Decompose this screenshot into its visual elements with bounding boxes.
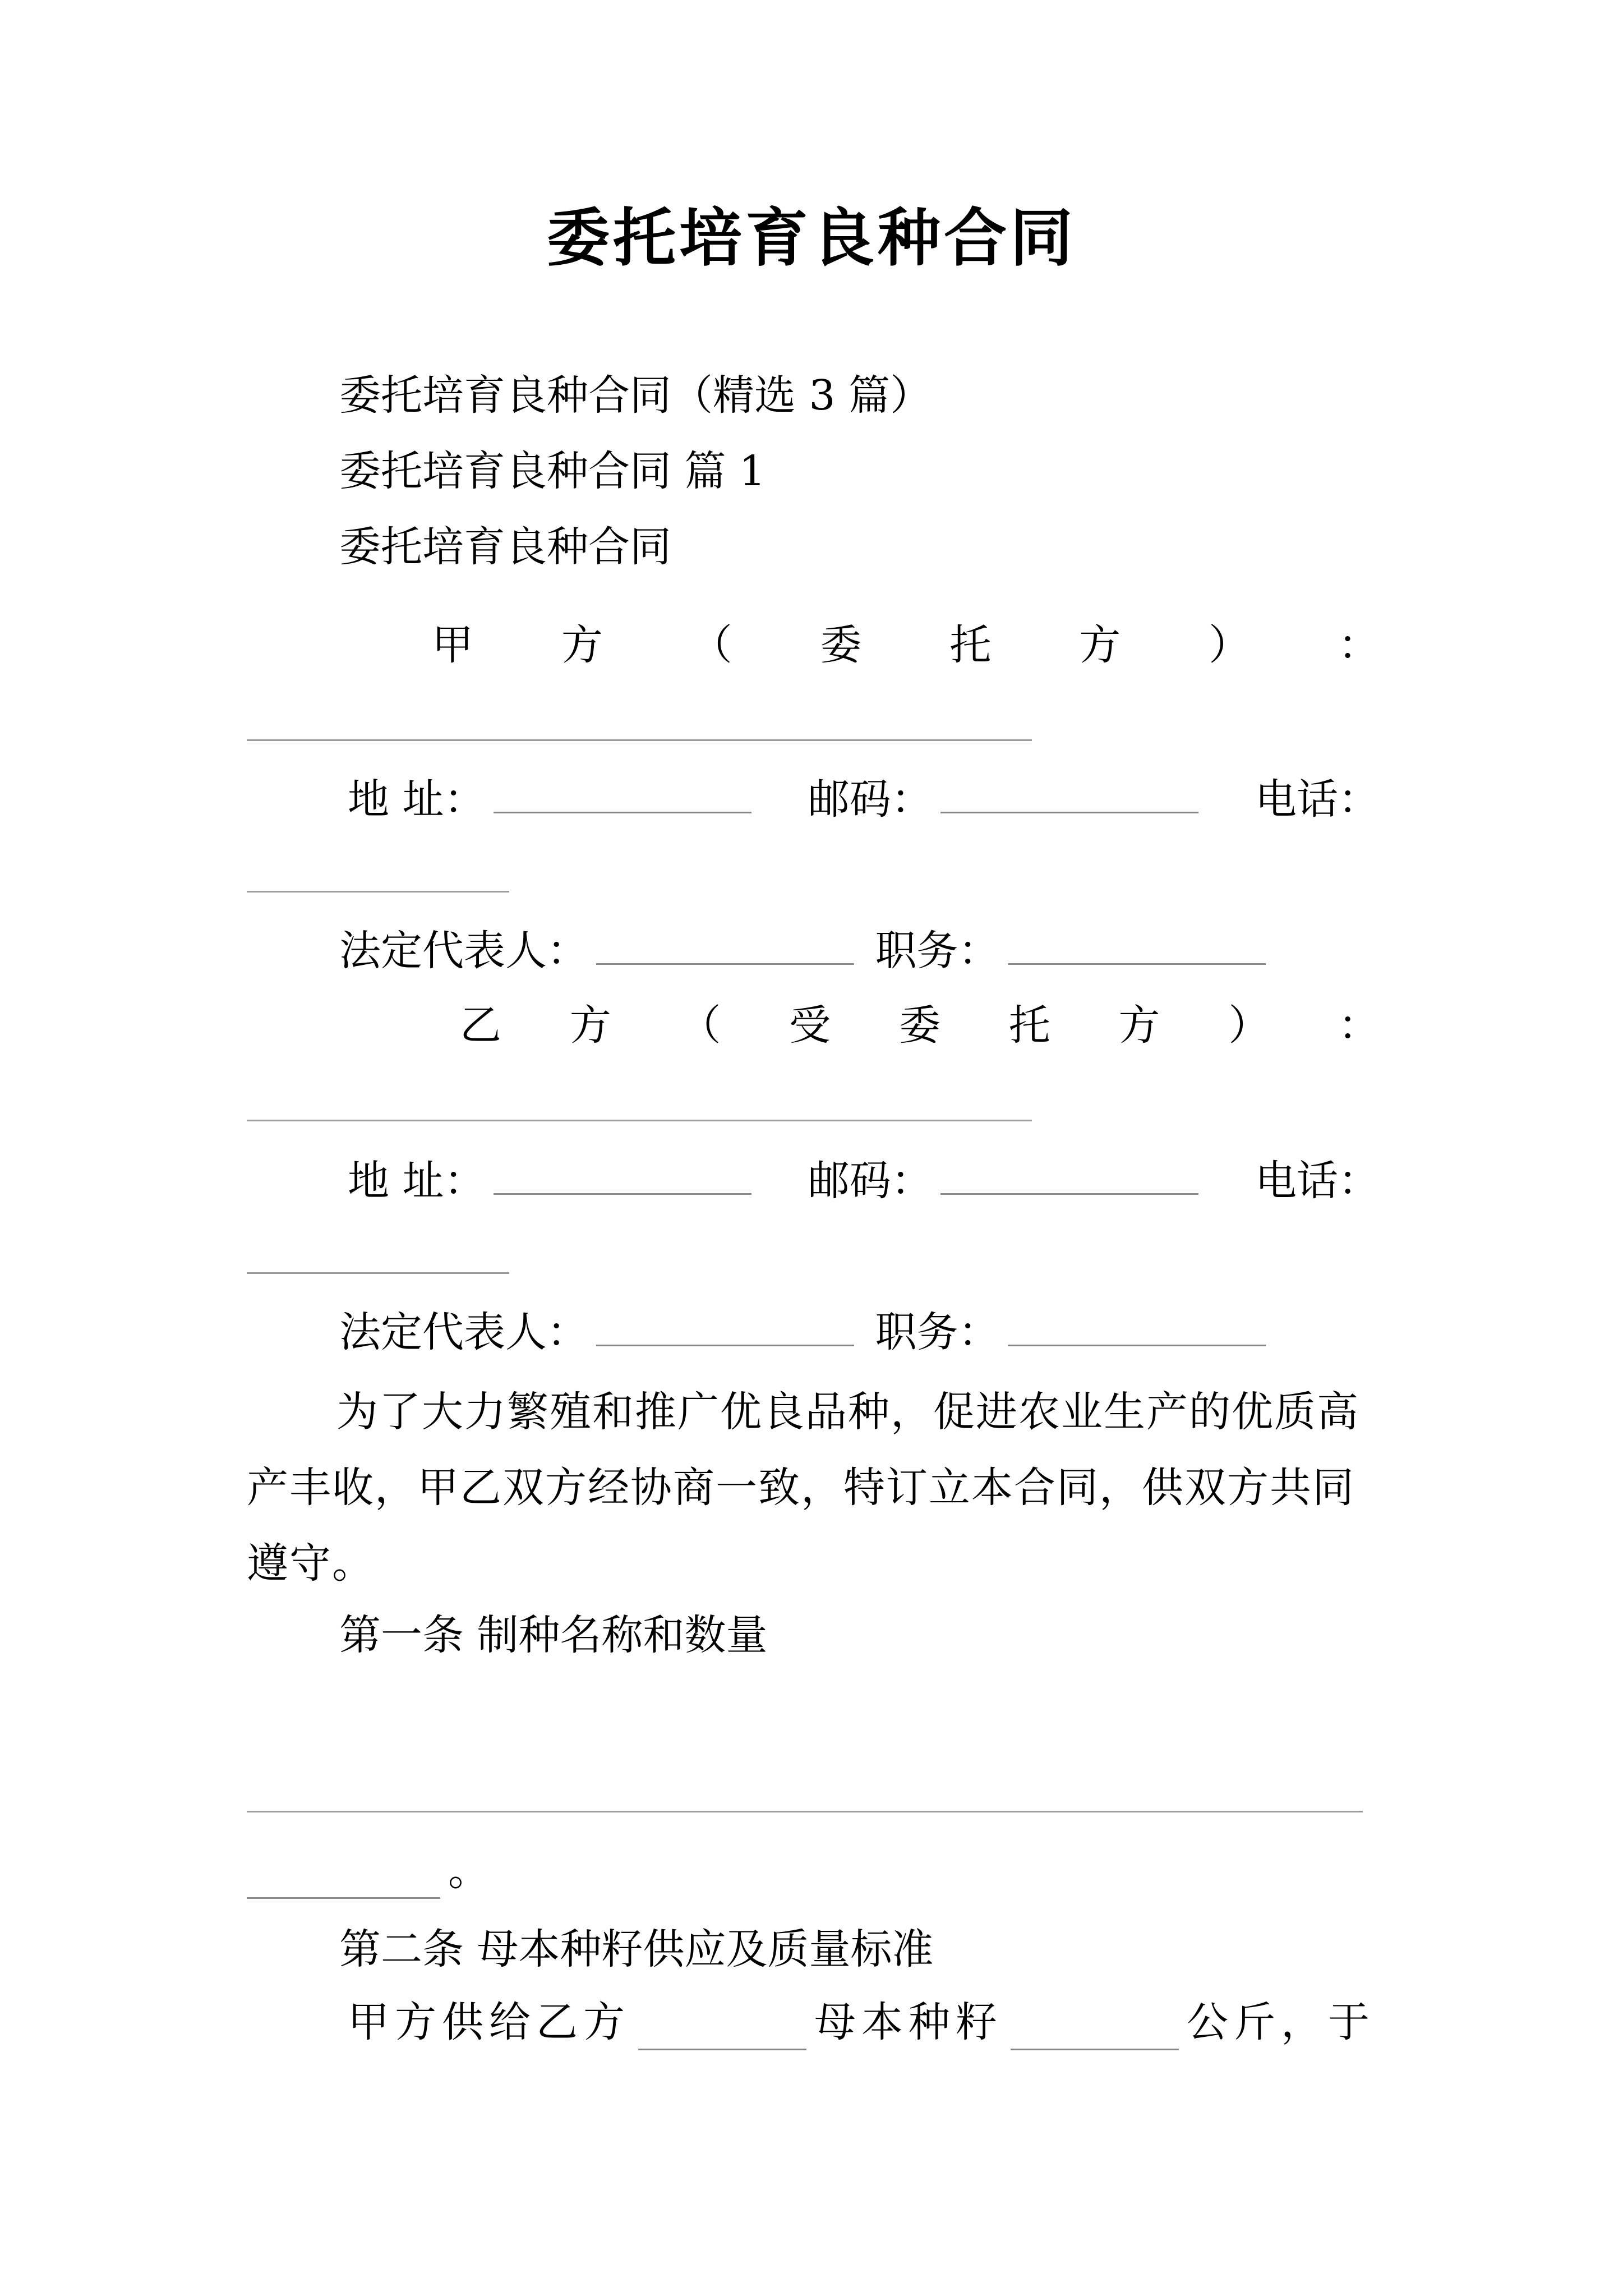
legal-rep-label: 法定代表人： — [339, 927, 588, 975]
position-label: 职务： — [875, 927, 1000, 975]
postcode-field — [808, 771, 1206, 827]
postcode-blank — [940, 778, 1198, 813]
legal-rep-label: 法定代表人： — [339, 1308, 588, 1356]
intro-paragraph: 为了大力繁殖和推广优良品种，促进农业生产的优质高产丰收，甲乙双方经协商一致，特订立本合同，供双方共同遵守。 — [247, 1388, 1359, 1588]
party-b-char: ） — [1228, 1001, 1270, 1050]
position-label: 职务： — [875, 1308, 1000, 1356]
party-b-char: 方 — [569, 1001, 611, 1050]
party-b-contact-row — [348, 1153, 1380, 1209]
party-b-char: 方 — [1118, 1001, 1160, 1050]
party-a-char: ： — [1338, 621, 1380, 669]
article-1-end-mark: 。 — [448, 1847, 490, 1895]
party-b-phone-blank — [247, 1272, 509, 1274]
party-a-char: （ — [690, 621, 732, 669]
article-2-text-b: 母本种籽 — [814, 1998, 1003, 2046]
article-2-supply-line — [348, 1994, 1380, 2050]
party-b-label — [460, 997, 1380, 1053]
party-a-char: 委 — [820, 621, 862, 669]
postcode-label: 邮码： — [808, 1157, 933, 1205]
subtitle: 委托培育良种合同（精选 3 篇） — [339, 371, 932, 420]
party-b-name-blank — [247, 1120, 1032, 1121]
party-a-char: ） — [1209, 621, 1251, 669]
party-a-phone-blank — [247, 891, 509, 892]
party-a-rep-row — [339, 923, 1472, 979]
quantity-blank — [1011, 2015, 1179, 2050]
party-a-char: 甲 — [432, 621, 473, 669]
variety-blank — [638, 2015, 806, 2050]
party-b-char: 委 — [899, 1001, 940, 1050]
document-title: 委托培育良种合同 — [547, 201, 1076, 275]
postcode-blank — [940, 1159, 1198, 1195]
article-2-text-a: 甲方供给乙方 — [348, 1998, 630, 2046]
party-a-char: 方 — [561, 621, 603, 669]
address-field — [348, 771, 759, 827]
party-b-char: 托 — [1008, 1001, 1050, 1050]
phone-label: 电话： — [1255, 1157, 1380, 1205]
article-1-end-row — [247, 1843, 1380, 1899]
party-a-contact-row — [348, 771, 1380, 827]
article-1-blank-tail — [247, 1864, 440, 1899]
position-blank — [1008, 1311, 1266, 1346]
party-b-char: 受 — [789, 1001, 831, 1050]
party-b-char: ： — [1338, 1001, 1380, 1050]
position-blank — [1008, 930, 1266, 965]
address-blank — [494, 1159, 751, 1195]
part-heading: 委托培育良种合同 篇 1 — [339, 447, 766, 495]
address-field — [348, 1153, 759, 1209]
phone-label: 电话： — [1255, 775, 1380, 823]
article-1-blank-line — [247, 1811, 1363, 1812]
article-2-heading: 第二条 母本种籽供应及质量标准 — [339, 1925, 934, 1973]
legal-rep-blank — [596, 1311, 854, 1346]
party-a-char: 方 — [1079, 621, 1121, 669]
postcode-label: 邮码： — [808, 775, 933, 823]
party-a-name-blank — [247, 739, 1032, 741]
party-b-rep-row — [339, 1304, 1472, 1360]
article-2-text-c: 公斤，于 — [1187, 1998, 1375, 2046]
legal-rep-blank — [596, 930, 854, 965]
postcode-field — [808, 1153, 1206, 1209]
party-a-char: 托 — [949, 621, 992, 669]
article-1-heading: 第一条 制种名称和数量 — [339, 1611, 768, 1659]
party-b-char: （ — [679, 1001, 721, 1050]
party-b-char: 乙 — [460, 1001, 501, 1050]
contract-name: 委托培育良种合同 — [339, 523, 671, 571]
address-label: 地 址： — [348, 1157, 486, 1205]
address-label: 地 址： — [348, 775, 486, 823]
address-blank — [494, 778, 751, 813]
party-a-label — [432, 617, 1380, 673]
